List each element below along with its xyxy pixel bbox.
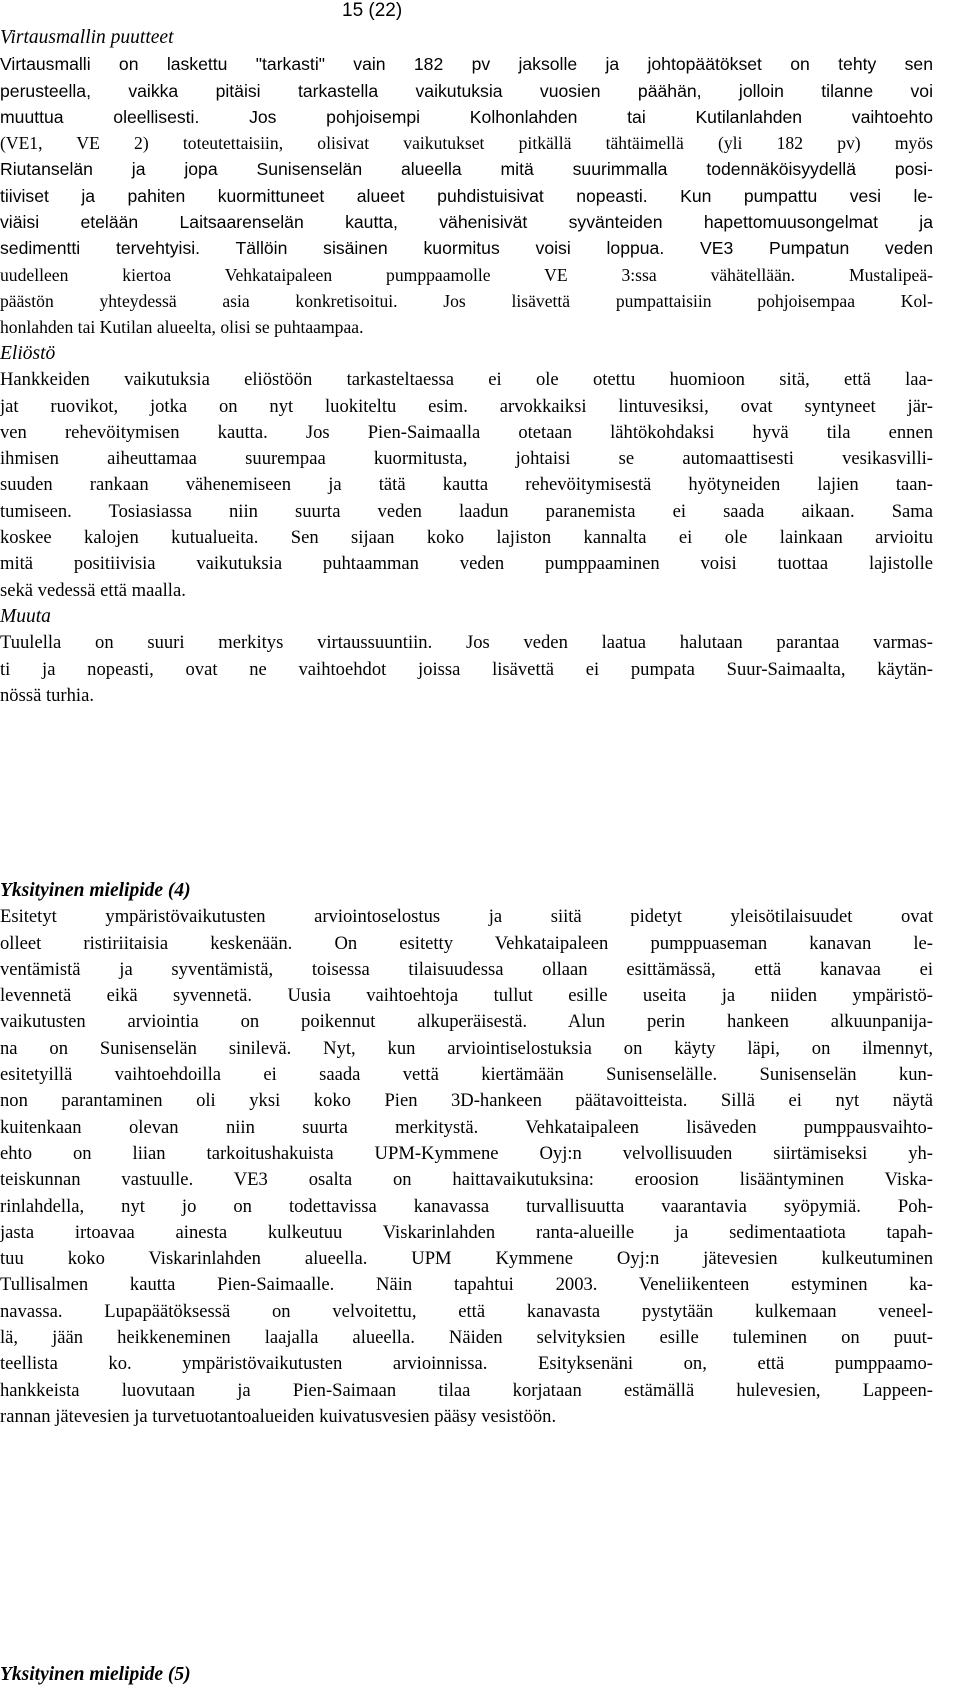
text-line: perusteella, vaikka pitäisi tarkastella vaikutuksia vuosien päähän, jolloin tilanne voi xyxy=(0,80,933,101)
text-line: ventämistä ja syventämistä, toisessa tilaisuudessa ollaan esittämässä, että kanavaa ei xyxy=(0,958,933,980)
text-line: koskee kalojen kutualueita. Sen sijaan koko lajiston kannalta ei ole lainkaan arvioitu xyxy=(0,527,933,549)
text-line: ven rehevöitymisen kautta. Jos Pien-Saimaalla otetaan lähtökohdaksi hyvä tila ennen xyxy=(0,421,933,443)
text-line: hankkeista luovutaan ja Pien-Saimaan tilaa korjataan estämällä hulevesien, Lappeen- xyxy=(0,1379,933,1401)
text-line: jasta irtoavaa ainesta kulkeutuu Viskarinlahden ranta-alueille ja sedimentaatiota tapah- xyxy=(0,1221,933,1243)
text-line: tumiseen. Tosiasiassa niin suurta veden laadun paranemista ei saada aikaan. Sama xyxy=(0,500,933,522)
section-heading: Muuta xyxy=(0,606,51,627)
text-line: vaikutusten arviointia on poikennut alkuperäisestä. Alun perin hankeen alkuunpanija- xyxy=(0,1011,933,1033)
section-muuta xyxy=(0,604,933,709)
text-line: kuitenkaan olevan niin suurta merkitystä. Vehkataipaleen lisäveden pumppausvaihto- xyxy=(0,1116,933,1138)
section-heading: Virtausmallin puutteet xyxy=(0,27,174,48)
section-heading: Yksityinen mielipide (4) xyxy=(0,880,191,901)
text-line: na on Sunisenselän sinilevä. Nyt, kun arviointiselostuksia on käyty läpi, on ilmennyt, xyxy=(0,1037,933,1059)
text-line: teellista ko. ympäristövaikutusten arvioinnissa. Esityksenäni on, että pumppaamo- xyxy=(0,1353,933,1375)
text-line: päästön yhteydessä asia konkretisoitui. Jos lisävettä pumpattaisiin pohjoisempaa Kol- xyxy=(0,290,933,311)
text-line: Hankkeiden vaikutuksia eliöstöön tarkasteltaessa ei ole otettu huomioon sitä, että laa- xyxy=(0,369,933,391)
text-line: Tuulella on suuri merkitys virtaussuuntiin. Jos veden laatua halutaan parantaa varmas- xyxy=(0,632,933,654)
section-virtausmalli xyxy=(0,25,933,341)
text-line: ehto on liian tarkoitushakuista UPM-Kymmene Oyj:n velvollisuuden siirtämiseksi yh- xyxy=(0,1142,933,1164)
text-line: honlahden tai Kutilan alueelta, olisi se puhtaampaa. xyxy=(0,317,364,338)
text-line: levennetä eikä syvennetä. Uusia vaihtoehtoja tullut esille useita ja niiden ympäristö- xyxy=(0,985,933,1007)
text-line: sekä vedessä että maalla. xyxy=(0,579,186,601)
text-line: viäisi etelään Laitsaarenselän kautta, vähenisivät syvänteiden hapettomuusongelmat ja xyxy=(0,212,933,233)
text-line: ti ja nopeasti, ovat ne vaihtoehdot joissa lisävettä ei pumpata Suur-Saimaalta, käytän- xyxy=(0,658,933,680)
text-line: rinlahdella, nyt jo on todettavissa kanavassa turvallisuutta vaarantavia syöpymiä. Poh- xyxy=(0,1195,933,1217)
text-line: non parantaminen oli yksi koko Pien 3D-hankeen päätavoitteista. Sillä ei nyt näytä xyxy=(0,1090,933,1112)
text-line: lä, jään heikkeneminen laajalla alueella. Näiden selvityksien esille tuleminen on puut- xyxy=(0,1327,933,1349)
section-mielipide-5 xyxy=(0,1662,933,1688)
text-line: esitetyillä vaihtoehdoilla ei saada vettä kiertämään Sunisenselälle. Sunisenselän kun- xyxy=(0,1064,933,1086)
text-line: Virtausmalli on laskettu "tarkasti" vain 182 pv jaksolle ja johtopäätökset on tehty sen xyxy=(0,54,933,75)
text-line: tiiviset ja pahiten kuormittuneet alueet puhdistuisivat nopeasti. Kun pumpattu vesi le- xyxy=(0,185,933,206)
text-line: ihmisen aiheuttamaa suurempaa kuormitusta, johtaisi se automaattisesti vesikasvilli- xyxy=(0,448,933,470)
text-line: rannan jätevesien ja turvetuotantoalueiden kuivatusvesien pääsy vesistöön. xyxy=(0,1405,557,1427)
text-line: (VE1, VE 2) toteutettaisiin, olisivat vaikutukset pitkällä tähtäimellä (yli 182 pv) myös xyxy=(0,133,933,154)
text-line: tuu koko Viskarinlahden alueella. UPM Kymmene Oyj:n jätevesien kulkeutuminen xyxy=(0,1248,933,1270)
text-line: Tullisalmen kautta Pien-Saimaalle. Näin tapahtui 2003. Veneliikenteen estyminen ka- xyxy=(0,1274,933,1296)
text-line: navassa. Lupapäätöksessä on velvoitettu, että kanavasta pystytään kulkemaan veneel- xyxy=(0,1300,933,1322)
text-line: Esitetyt ympäristövaikutusten arviointoselostus ja siitä pidetyt yleisötilaisuudet ovat xyxy=(0,906,933,928)
text-line: olleet ristiriitaisia keskenään. On esitetty Vehkataipaleen pumppuaseman kanavan le- xyxy=(0,932,933,954)
section-heading: Eliöstö xyxy=(0,343,56,364)
section-heading: Yksityinen mielipide (5) xyxy=(0,1664,191,1685)
text-line: uudelleen kiertoa Vehkataipaleen pumppaamolle VE 3:ssa vähätellään. Mustalipeä- xyxy=(0,264,933,285)
text-line: teiskunnan vastuulle. VE3 osalta on haittavaikutuksina: eroosion lisääntyminen Viska- xyxy=(0,1169,933,1191)
text-line: nössä turhia. xyxy=(0,684,94,706)
text-line: suuden rankaan vähenemiseen ja tätä kautta rehevöitymisestä hyötyneiden lajien taan- xyxy=(0,474,933,496)
text-line: Riutanselän ja jopa Sunisenselän alueella mitä suurimmalla todennäköisyydellä posi- xyxy=(0,159,933,180)
page-number: 15 (22) xyxy=(342,0,403,21)
section-eliosto xyxy=(0,341,933,604)
text-line: muuttua oleellisesti. Jos pohjoisempi Kolhonlahden tai Kutilanlahden vaihtoehto xyxy=(0,106,933,127)
text-line: jat ruovikot, jotka on nyt luokiteltu esim. arvokkaiksi lintuvesiksi, ovat syntyneet jär- xyxy=(0,395,933,417)
text-line: mitä positiivisia vaikutuksia puhtaamman veden pumppaaminen voisi tuottaa lajistolle xyxy=(0,553,933,575)
section-mielipide-4 xyxy=(0,878,933,1430)
text-line: sedimentti tervehtyisi. Tällöin sisäinen kuormitus voisi loppua. VE3 Pumpatun veden xyxy=(0,238,933,259)
